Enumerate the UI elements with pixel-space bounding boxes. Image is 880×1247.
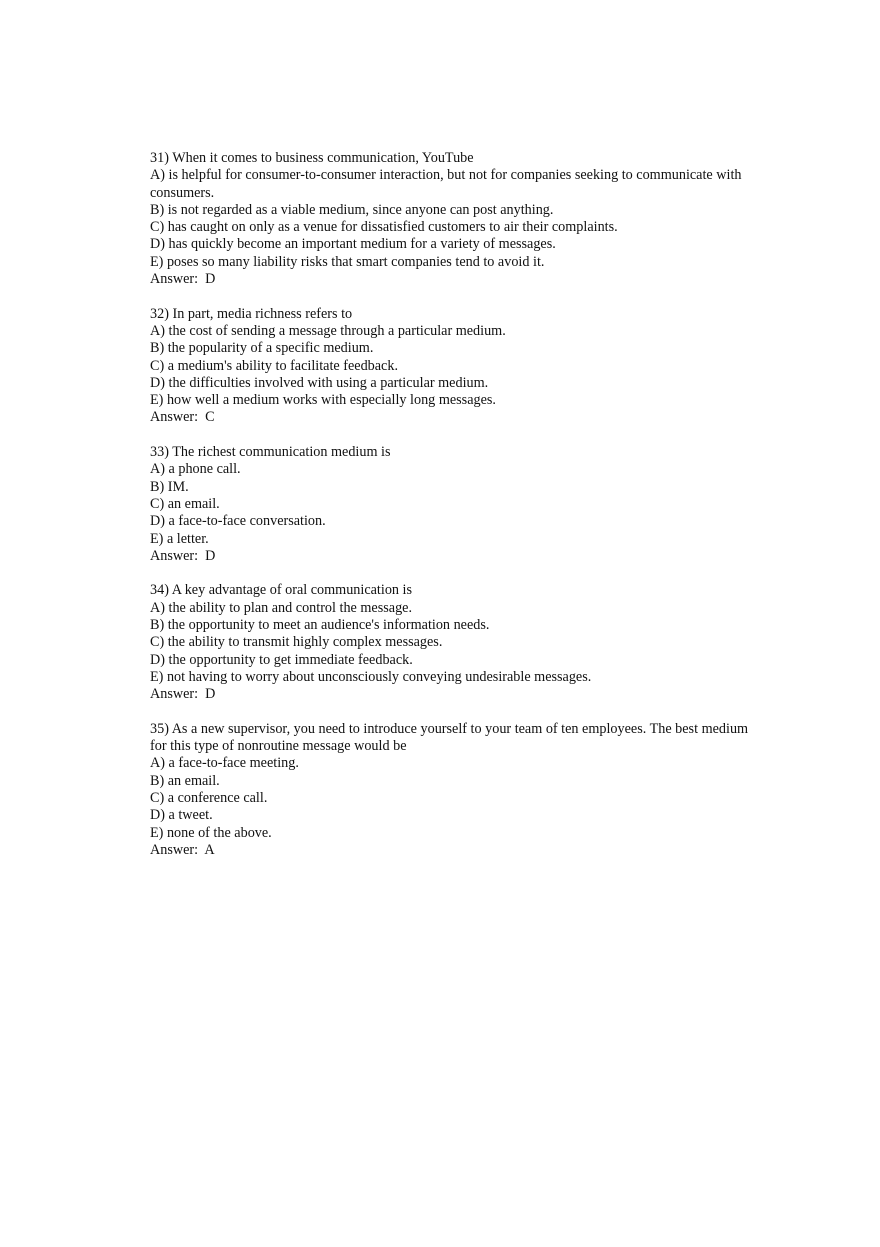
question-32 bbox=[150, 306, 750, 427]
option-c: C) the ability to transmit highly complex messages. bbox=[150, 634, 443, 651]
document-page bbox=[150, 150, 750, 876]
question-stem bbox=[150, 582, 750, 599]
option-e: E) not having to worry about unconsciously conveying undesirable messages. bbox=[150, 668, 592, 685]
answer-line bbox=[150, 271, 750, 288]
question-number: 32) bbox=[150, 305, 169, 322]
question-35 bbox=[150, 721, 750, 859]
answer-label: Answer: bbox=[150, 271, 199, 288]
option-b: B) IM. bbox=[150, 478, 189, 495]
question-number: 31) bbox=[150, 150, 169, 166]
question-number: 35) bbox=[150, 720, 169, 737]
question-34 bbox=[150, 582, 750, 703]
option-c: C) an email. bbox=[150, 495, 220, 512]
question-text: The richest communication medium is bbox=[172, 444, 391, 461]
question-stem bbox=[150, 306, 750, 323]
answer-label: Answer: bbox=[150, 686, 199, 703]
option-d: D) the opportunity to get immediate feedback. bbox=[150, 651, 413, 668]
question-text: A key advantage of oral communication is bbox=[171, 582, 413, 599]
option-d: D) a face-to-face conversation. bbox=[150, 513, 326, 530]
answer-label: Answer: bbox=[150, 409, 199, 426]
option-c: C) a conference call. bbox=[150, 789, 268, 806]
option-e: E) none of the above. bbox=[150, 824, 272, 841]
question-stem bbox=[150, 721, 750, 756]
option-b: B) the popularity of a specific medium. bbox=[150, 340, 374, 357]
option-a: A) is helpful for consumer-to-consumer interaction, but not for companies seeking to communicate with consumers. bbox=[150, 167, 746, 201]
answer-value: C bbox=[205, 409, 215, 426]
option-c: C) a medium's ability to facilitate feedback. bbox=[150, 357, 398, 374]
option-d: D) the difficulties involved with using a particular medium. bbox=[150, 374, 489, 391]
question-31 bbox=[150, 150, 750, 288]
answer-value: D bbox=[205, 686, 216, 703]
answer-label: Answer: bbox=[150, 841, 199, 858]
option-a: A) a face-to-face meeting. bbox=[150, 755, 299, 772]
option-b: B) the opportunity to meet an audience's information needs. bbox=[150, 617, 490, 634]
answer-line bbox=[150, 409, 750, 426]
option-a: A) the cost of sending a message through a particular medium. bbox=[150, 322, 506, 339]
answer-value: D bbox=[205, 547, 216, 564]
option-e: E) how well a medium works with especially long messages. bbox=[150, 392, 496, 409]
question-stem bbox=[150, 444, 750, 461]
option-d: D) a tweet. bbox=[150, 807, 213, 824]
option-a: A) the ability to plan and control the message. bbox=[150, 599, 413, 616]
question-number: 33) bbox=[150, 444, 169, 461]
option-e: E) a letter. bbox=[150, 530, 209, 547]
option-e: E) poses so many liability risks that smart companies tend to avoid it. bbox=[150, 253, 545, 270]
option-a: A) a phone call. bbox=[150, 461, 241, 478]
option-c: C) has caught on only as a venue for dissatisfied customers to air their complaints. bbox=[150, 219, 618, 236]
question-text: When it comes to business communication, YouTube bbox=[172, 150, 474, 166]
answer-line bbox=[150, 686, 750, 703]
answer-label: Answer: bbox=[150, 547, 199, 564]
answer-line bbox=[150, 842, 750, 859]
question-stem bbox=[150, 150, 750, 167]
option-d: D) has quickly become an important medium for a variety of messages. bbox=[150, 236, 556, 253]
answer-value: A bbox=[204, 841, 215, 858]
option-b: B) is not regarded as a viable medium, since anyone can post anything. bbox=[150, 201, 554, 218]
question-33 bbox=[150, 444, 750, 565]
answer-value: D bbox=[205, 271, 216, 288]
question-number: 34) bbox=[150, 582, 169, 599]
option-b: B) an email. bbox=[150, 772, 220, 789]
question-text: As a new supervisor, you need to introduce yourself to your team of ten employees. The best medium for this type of nonroutine message would be bbox=[150, 720, 752, 755]
question-text: In part, media richness refers to bbox=[172, 305, 353, 322]
answer-line bbox=[150, 548, 750, 565]
